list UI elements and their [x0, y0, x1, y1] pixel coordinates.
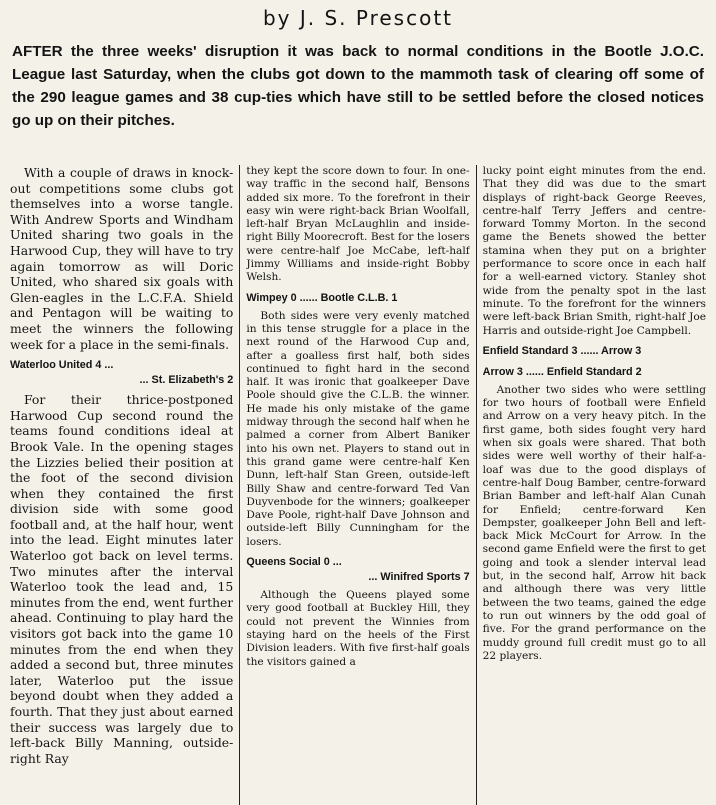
column-2-paragraph-3: Although the Queens played some very good football at Buckley Hill, they could not prevent the Winnies from staying hard on the heels of the First Division leaders. With five first-half goals the visitors gained a: [246, 589, 470, 668]
match-heading-home: Queens Social 0 ...: [246, 556, 342, 569]
newspaper-page: [0, 4, 716, 804]
match-heading-waterloo-st-elizabeths: [10, 358, 233, 388]
match-heading-away: ... Winifred Sports 7: [368, 571, 470, 584]
column-3-paragraph-2: Another two sides who were settling for two hours of football were Enfield and Arrow on a very heavy pitch. In the first game, both sides fought very hard when six goals were shared. That both sides were well worthy of their half-a-loaf was due to the good displays of centre-half Doug Bamber, centre-forward Brian Bamber and left-half Alan Cunah for Enfield; centre-forward Ken Dempster, goalkeeper John Bell and left-back Mick McCourt for Arrow. In the second game Enfield were the first to get going and took a slender interval lead but, in the second half, Arrow hit back and although there was very little between the two teams, gained the edge to run out winners by the odd goal of five. For the grand performance on the muddy ground full credit must go to all 22 players.: [482, 383, 706, 662]
column-3-paragraph-1: lucky point eight minutes from the end. That they did was due to the smart displays of right-back George Reeves, centre-half Terry Jeffers and centre-forward Tommy Morton. In the second game the Benets showed the better stamina when they put on a brighter performance to score once in each half for a well-earned victory. Stanley shot wide from the penalty spot in the last minute. To the forefront for the winners were left-back Brian Smith, right-half Joe Harris and outside-right Joe Campbell.: [482, 165, 706, 337]
column-1-paragraph-1: With a couple of draws in knock-out competitions some clubs got themselves into a worse tangle. With Andrew Sports and Windham United sharing two goals in the Harwood Cup, they will have to try again tomorrow as will Doric United, who shared six goals with Glen-eagles in the L.C.F.A. Shield and Pentagon will be waiting to meet the winners the following week for a place in the semi-finals.: [10, 165, 234, 352]
match-heading-enfield-arrow: Enfield Standard 3 ...... Arrow 3: [482, 344, 642, 357]
column-2-paragraph-2: Both sides were very evenly matched in this tense struggle for a place in the next round of the Harwood Cup and, after a goalless first half, both sides continued to fight hard in the second half. It was ironic that goalkeeper Dave Poole should give the C.L.B. the winner. He made his only mistake of the game midway through the second half when he palmed a corner from Albert Baniker into his own net. Players to stand out in this grand game were centre-half Ken Dunn, left-half Stan Green, outside-left Billy Shaw and centre-forward Ted Van Duyvenbode for the winners; goalkeeper Dave Poole, right-half Dave Johnson and outside-left Billy Cunningham for the losers.: [246, 309, 470, 548]
match-heading-arrow-enfield: Arrow 3 ...... Enfield Standard 2: [482, 365, 642, 378]
match-heading-wimpey-bootle: Wimpey 0 ...... Bootle C.L.B. 1: [246, 291, 398, 304]
article-columns: [10, 165, 706, 805]
column-1: [10, 165, 233, 805]
column-3: [483, 165, 706, 805]
byline: by J. S. Prescott: [262, 6, 454, 30]
column-divider: [239, 165, 240, 805]
match-heading-home: Waterloo United 4 ...: [10, 359, 114, 372]
column-2-paragraph-1: they kept the score down to four. In one-way traffic in the second half, Bensons added six more. To the forefront in their easy win were right-back Brian Woolfall, left-half Bryan McLaughlin and inside-right Billy Moorecroft. Best for the losers were centre-half Joe McCabe, left-half Jimmy Williams and inside-right Bobby Welsh.: [246, 165, 470, 284]
intro-paragraph: AFTER the three weeks' disruption it was back to normal conditions in the Bootle J.O.C. League last Saturday, when the clubs got down to the mammoth task of clearing off some of the 290 league games and 38 cup-ties which have still to be settled before the closed notices go up on their pitches.: [12, 43, 704, 129]
column-1-paragraph-2: For their thrice-postponed Harwood Cup second round the teams found conditions ideal at Brook Vale. In the opening stages the Lizzies belied their position at the foot of the second division when they contained the first division side with some good football and, at the half hour, went into the lead. Eight minutes later Waterloo got back on level terms. Two minutes after the interval Waterloo took the lead and, 15 minutes from the end, went further ahead. Continuing to play hard the visitors got back into the game 10 minutes from the end when they added a second but, three minutes later, Waterloo put the issue beyond doubt when they added a fourth. That they just about earned their success was largely due to left-back Billy Manning, outside-right Ray: [10, 392, 234, 766]
match-heading-queens-winifred: [246, 555, 469, 585]
column-2: [246, 165, 469, 805]
match-heading-away: ... St. Elizabeth's 2: [139, 374, 234, 387]
column-divider: [476, 165, 477, 805]
